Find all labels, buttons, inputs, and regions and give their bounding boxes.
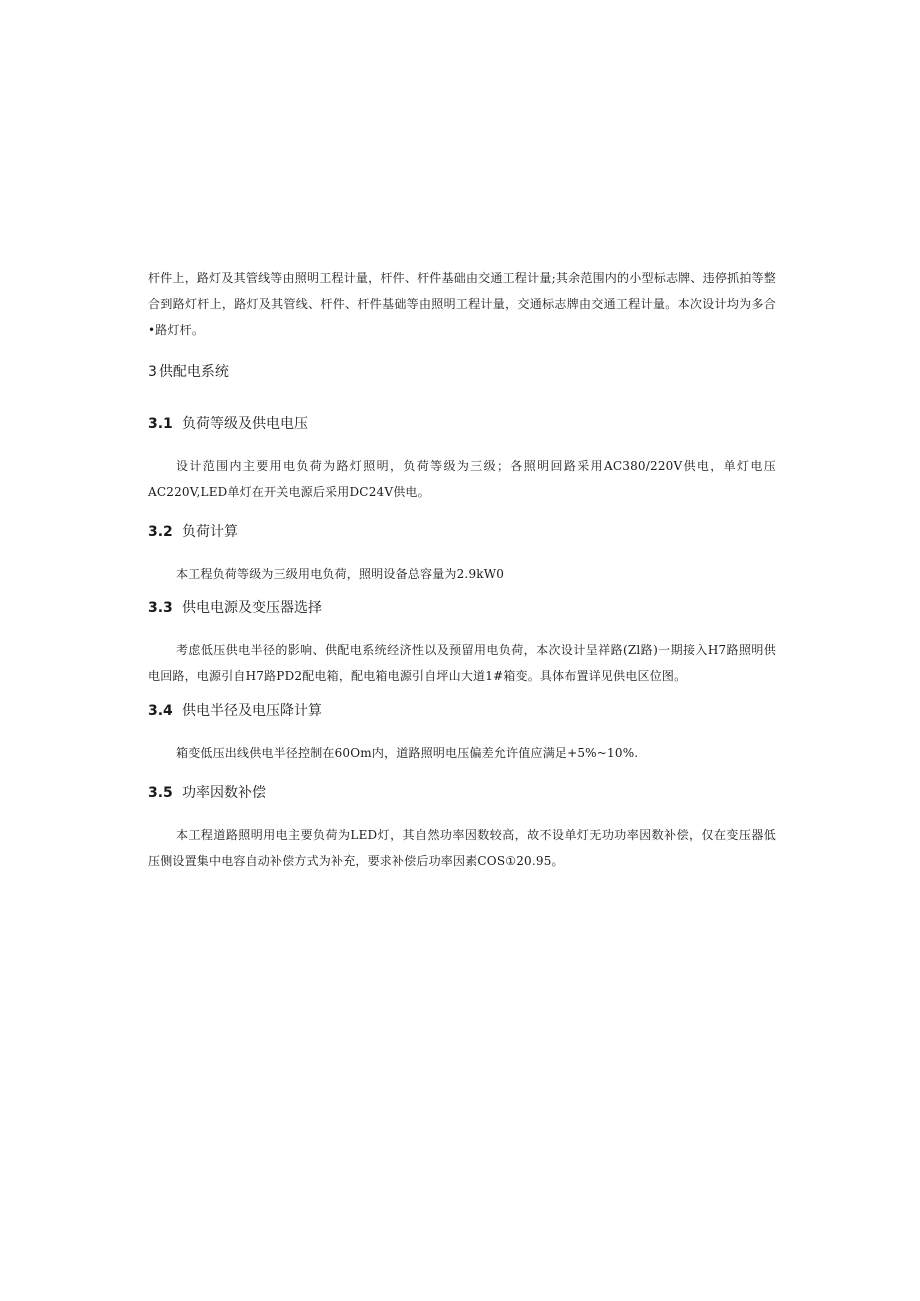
section-3-5-text: 本工程道路照明用电主要负荷为LED灯，其自然功率因数较高，故不设单灯无功功率因数补偿，仅在变压器低压侧设置集中电容自动补偿方式为补充，要求补偿后功率因素COS①20.95。 [148, 828, 776, 868]
section-3-number: 3 [148, 364, 157, 380]
intro-paragraph [148, 265, 776, 343]
section-3-2-title: 负荷计算 [182, 524, 238, 540]
intro-text: 杆件上，路灯及其管线等由照明工程计量，杆件、杆件基础由交通工程计量;其余范围内的小型标志牌、违停抓拍等整合到路灯杆上，路灯及其管线、杆件、杆件基础等由照明工程计量，交通标志牌由交通工程计量。本次设计均为多合•路灯杆。 [148, 271, 776, 337]
section-3-2-heading [148, 522, 776, 542]
section-3-5-title: 功率因数补偿 [182, 785, 266, 801]
section-3-1-body [148, 453, 776, 505]
section-3-3-body [148, 637, 776, 689]
section-3-5-number: 3.5 [148, 785, 173, 801]
section-3-title: 供配电系统 [158, 364, 229, 380]
section-3-4-body [148, 740, 776, 766]
section-3-3-title: 供电电源及变压器选择 [182, 600, 322, 616]
section-3-5-heading [148, 783, 776, 803]
section-3-3-text: 考虑低压供电半径的影响、供配电系统经济性以及预留用电负荷，本次设计呈祥路(Zl路)一期接入H7路照明供电回路，电源引自H7路PD2配电箱，配电箱电源引自坪山大道1#箱变。具体布置详见供电区位图。 [148, 643, 776, 683]
section-3-4-title: 供电半径及电压降计算 [182, 703, 322, 719]
section-3-2-text: 本工程负荷等级为三级用电负荷，照明设备总容量为2.9kW0 [176, 567, 505, 581]
section-3-4-heading [148, 701, 776, 721]
section-3-4-number: 3.4 [148, 703, 173, 719]
section-3-1-heading [148, 414, 776, 434]
section-3-2-number: 3.2 [148, 524, 173, 540]
section-3-1-number: 3.1 [148, 416, 173, 432]
section-3-3-heading [148, 598, 776, 618]
section-3-1-title: 负荷等级及供电电压 [182, 416, 308, 432]
section-3-1-text: 设计范围内主要用电负荷为路灯照明，负荷等级为三级；各照明回路采用AC380/220V供电，单灯电压AC220V,LED单灯在开关电源后采用DC24V供电。 [148, 459, 776, 499]
section-3-2-body [148, 561, 776, 587]
section-3-5-body [148, 822, 776, 874]
section-3-4-text: 箱变低压出线供电半径控制在60Om内，道路照明电压偏差允许值应满足+5%~10%. [176, 746, 639, 760]
section-3-heading [148, 362, 776, 382]
section-3-3-number: 3.3 [148, 600, 173, 616]
